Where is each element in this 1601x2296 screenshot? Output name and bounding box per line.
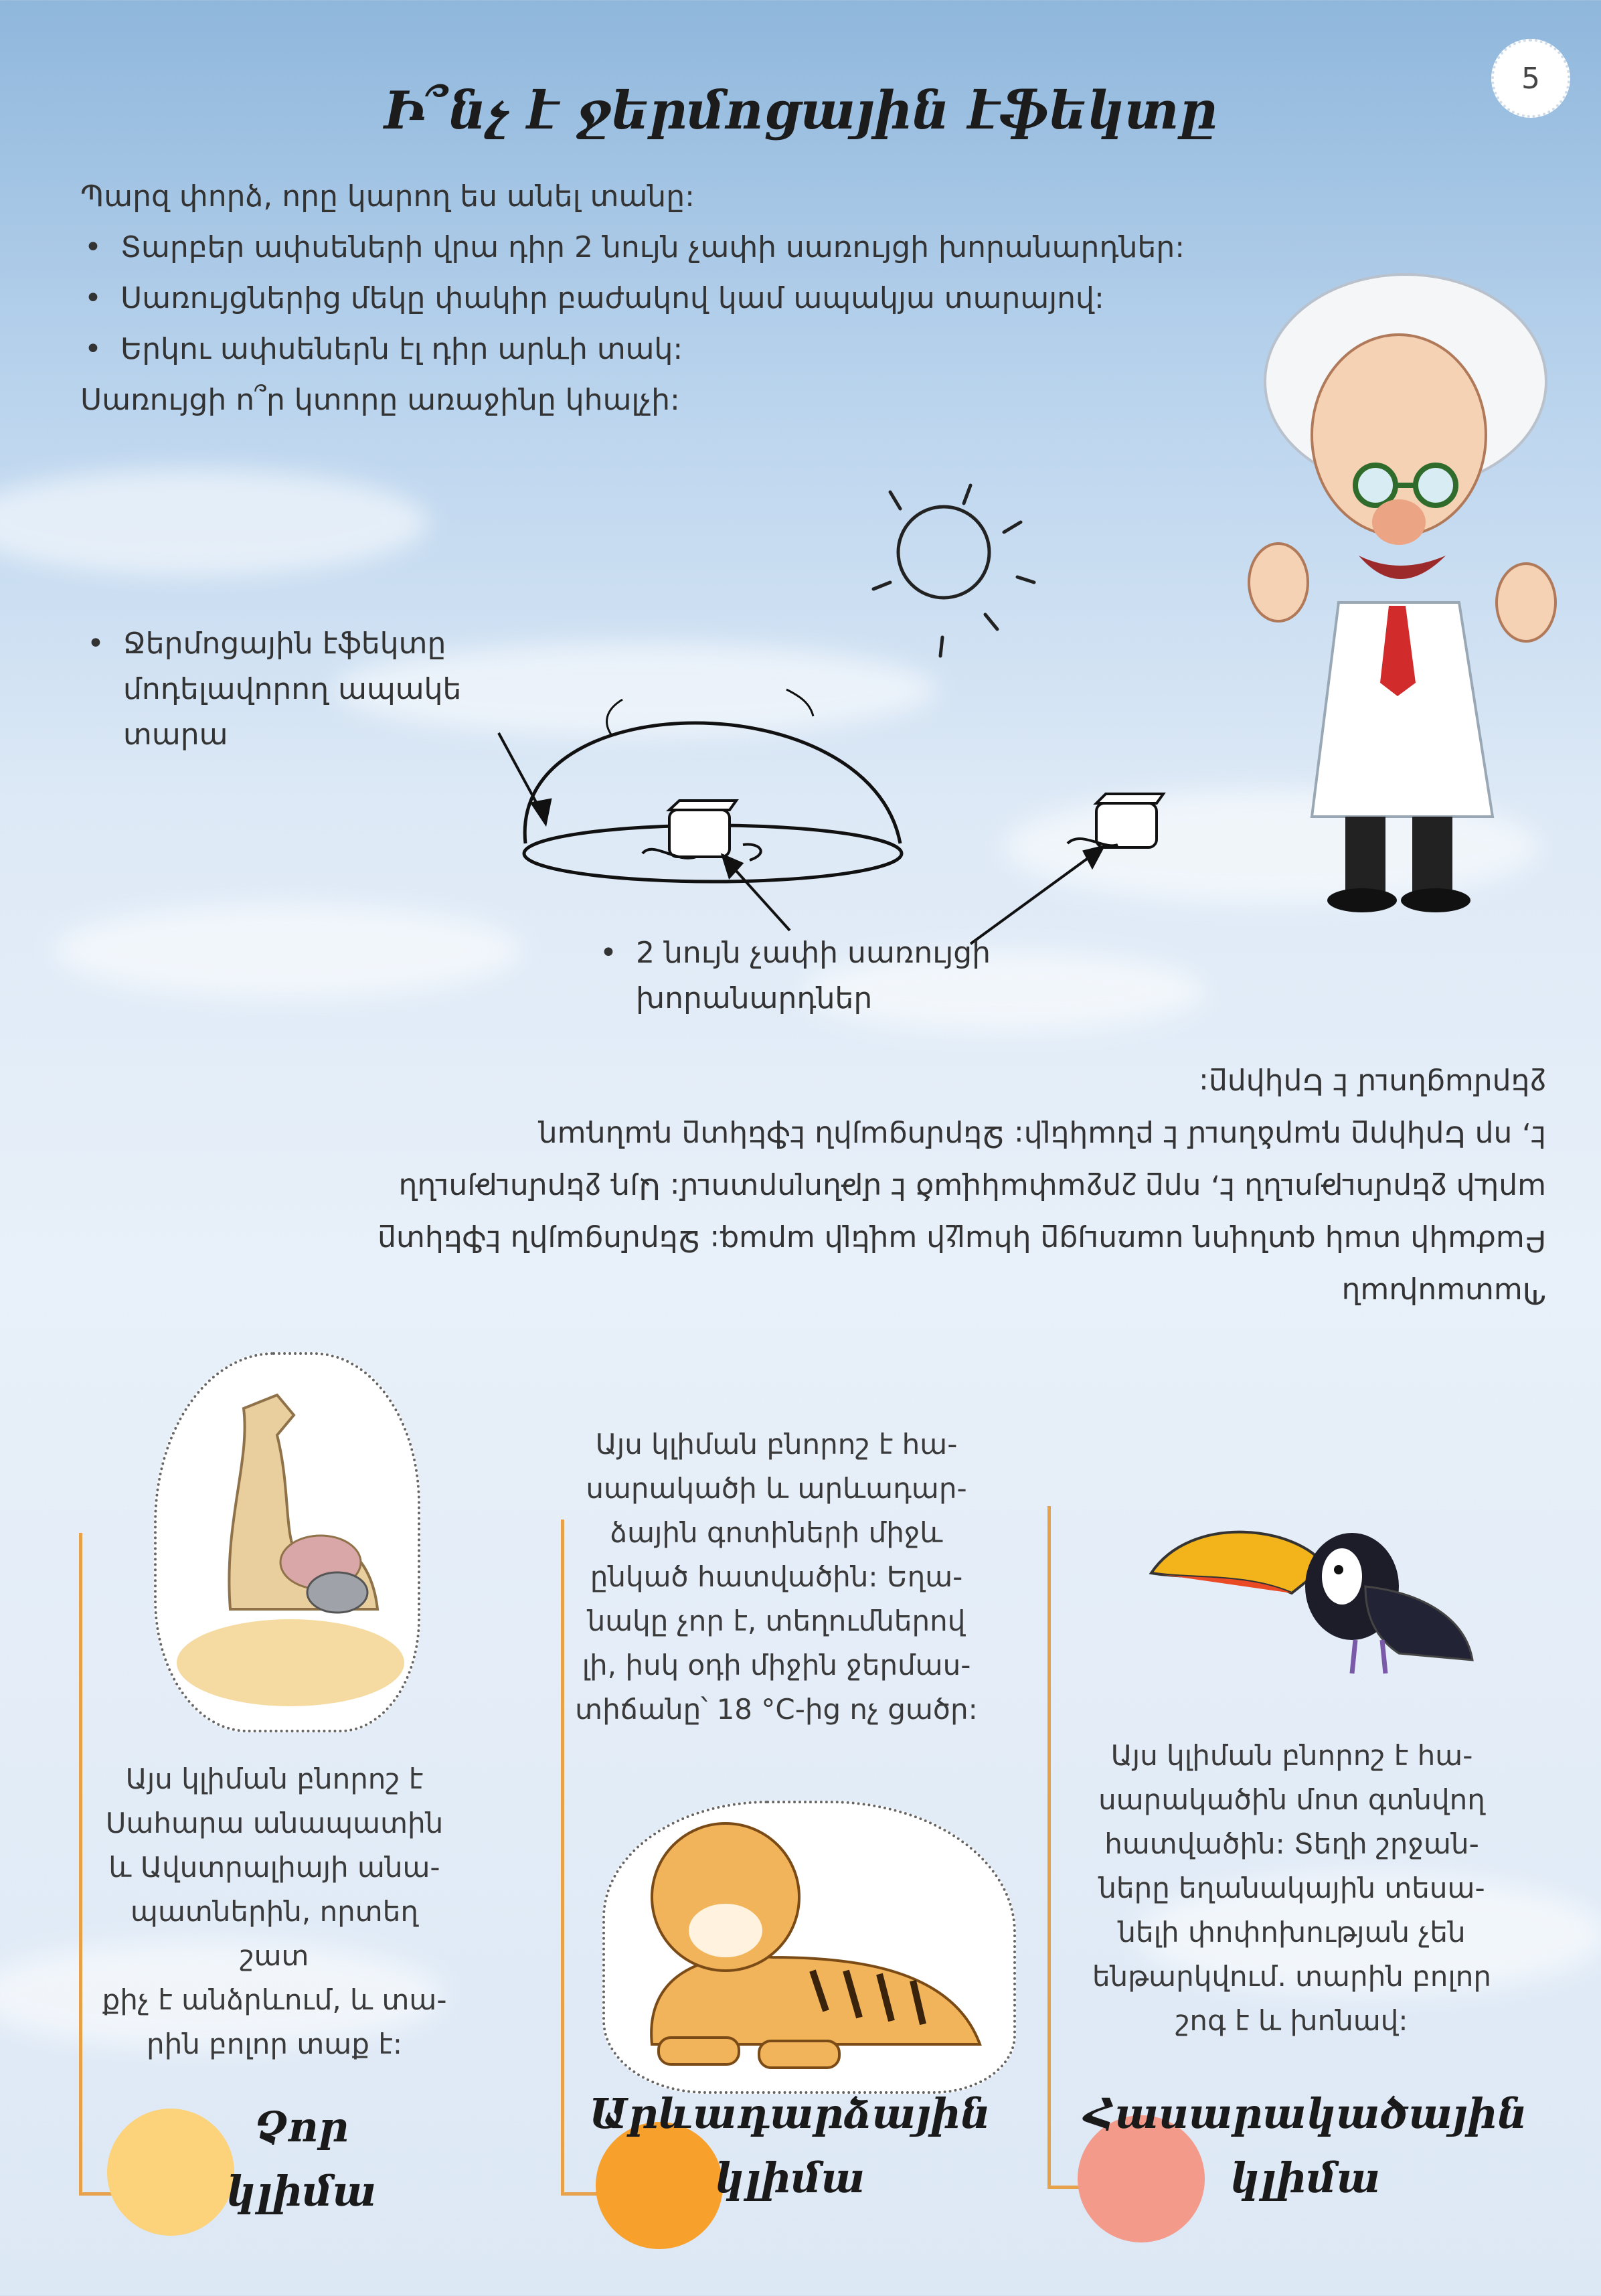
tiger-icon	[605, 1803, 1013, 2091]
right-hand	[1497, 564, 1555, 641]
right-leg	[1412, 817, 1452, 897]
tropical-timeline-line	[561, 1520, 564, 2196]
upside-down-answer: Պատասխան Բաժակի տակ գտնվող սառույցը կհալչի ավելի արագ: Ջերմոցային էֆեկտը արևի ջերմությունն է, որը շրջափակված է մթնոլորտում: Այդ ջերմությունն է, որ Երկիրը դարձնում է բնակելի: Ջերմոցային էֆեկտը դանդաղ ջերմացնում է Երկիրը:	[377, 1067, 1546, 1310]
intro-bullet: • Սառույցներից մեկը փակիր բաժակով կամ ապակյա տարայով:	[84, 281, 1104, 315]
ice-cube-open	[1068, 794, 1163, 847]
tiger-cutout	[602, 1801, 1016, 2094]
page-number: 5	[1491, 39, 1570, 118]
toucan-icon	[1111, 1499, 1486, 1700]
equatorial-climate-title: Հասարակածային կլիմա	[1084, 2089, 1527, 2202]
ice-cube-under-jar	[643, 801, 761, 860]
dry-timeline-line	[79, 1533, 82, 2196]
sun-icon	[873, 485, 1034, 656]
intro-bullet: • Տարբեր ափսեների վրա դիր 2 նույն չափի սառույցի խորանարդներ:	[84, 230, 1185, 264]
mouth	[1359, 556, 1446, 579]
camel-icon	[157, 1355, 418, 1730]
intro-bullet: • Երկու ափսեներն էլ դիր արևի տակ:	[84, 332, 683, 366]
equatorial-climate-text: Այս կլիման բնորոշ է հա- սարակածին մոտ գտնվող հատվածին: Տեղի շրջան- ները եղանակային տեսա- նելի փոփոխության չեն ենթարկվում. տարին բոլոր շոգ է և խոնավ:	[1092, 1739, 1492, 2037]
jar-label: • Ջերմոցային էֆեկտը մոդելավորող ապակե տարա	[87, 627, 462, 752]
left-hand	[1249, 544, 1308, 621]
tropical-climate-text: Այս կլիման բնորոշ է հա- սարակածի և արևադար- ձային գոտիների միջև ընկած հատվածին: Եղա- նակը չոր է, տեղումներով լի, իսկ օդի միջին ջերմաս- տիճանը՝ 18 °C-ից ոչ ցածր:	[575, 1428, 978, 1726]
camel-cutout	[154, 1352, 420, 1732]
intro-question: Սառույցի ո՞ր կտորը առաջինը կհալչի:	[80, 383, 680, 417]
equatorial-timeline-line	[1047, 1506, 1051, 2189]
tropical-climate-title: Արևադարձային կլիմա	[589, 2089, 991, 2202]
nose	[1372, 499, 1426, 545]
scientist-illustration	[1232, 268, 1566, 924]
dry-climate-title: Չոր կլիմա	[226, 2103, 377, 2216]
pointer-arrows	[499, 733, 1103, 944]
left-leg	[1345, 817, 1385, 897]
intro-lead: Պարզ փորձ, որը կարող ես անել տանը:	[80, 179, 695, 214]
cubes-label: • 2 նույն չափի սառույցի խորանարդներ	[600, 936, 991, 1015]
page-title: Ի՞նչ է ջերմոցային էֆեկտը	[384, 80, 1217, 141]
dry-climate-text: Այս կլիման բնորոշ է Սահարա անապատին և Ավստրալիայի անա- պատներին, որտեղ շատ քիչ է անձրևում, և տա- րին բոլոր տաք է:	[102, 1762, 447, 2060]
